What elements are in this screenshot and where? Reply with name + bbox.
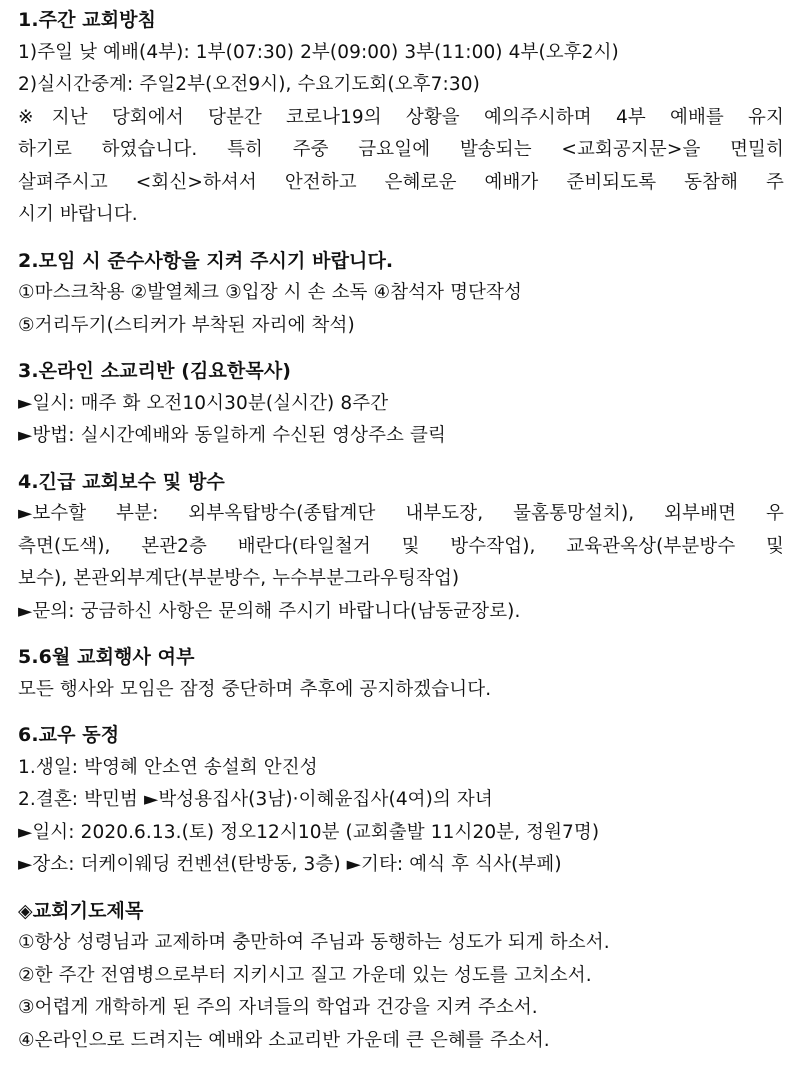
wedding-datetime-line: ►일시: 2020.6.13.(토) 정오12시10분 (교회출발 11시20분, 정원7명) bbox=[18, 821, 600, 843]
repair-paragraph-line-3: 보수), 본관외부계단(부분방수, 누수부분그라우팅작업) bbox=[18, 568, 460, 589]
live-stream-line: 2)실시간중계: 주일2부(오전9시), 수요기도회(오후7:30) bbox=[18, 74, 480, 95]
birthday-line: 1.생일: 박영혜 안소연 송설희 안진성 bbox=[18, 756, 318, 778]
section-4-heading: 4.긴급 교회보수 및 방수 bbox=[18, 470, 225, 493]
events-suspended-line: 모든 행사와 모임은 잠정 중단하며 추후에 공지하겠습니다. bbox=[18, 678, 492, 700]
repair-inquiry-line: ►문의: 궁금하신 사항은 문의해 주시기 바랍니다(남동균장로). bbox=[18, 600, 521, 622]
notice-paragraph-line-2: 하기로 하였습니다. 특히 주중 금요일에 발송되는 <교회공지문>을 면밀히 bbox=[18, 139, 784, 160]
wedding-venue-line: ►장소: 더케이웨딩 컨벤션(탄방동, 3층) ►기타: 예식 후 식사(부페) bbox=[18, 854, 562, 875]
section-6-heading: 6.교우 동정 bbox=[18, 724, 120, 746]
catechism-schedule-line: ►일시: 매주 화 오전10시30분(실시간) 8주간 bbox=[18, 392, 389, 414]
section-5-heading: 5.6월 교회행사 여부 bbox=[18, 646, 195, 668]
wedding-line: 2.결혼: 박민범 ►박성용집사(3남)·이혜윤집사(4여)의 자녀 bbox=[18, 789, 493, 810]
notice-paragraph-line-1: ※지난 당회에서 당분간 코로나19의 상황을 예의주시하며 4부 예배를 유지 bbox=[18, 106, 784, 128]
prayer-item-2: ②한 주간 전염병으로부터 지키시고 질고 가운데 있는 성도를 고치소서. bbox=[18, 964, 592, 986]
repair-paragraph-line-2: 측면(도색), 본관2층 배란다(타일철거 및 방수작업), 교육관옥상(부분방수 및 bbox=[18, 535, 784, 557]
section-3-heading: 3.온라인 소교리반 (김요한목사) bbox=[18, 360, 292, 382]
notice-paragraph-line-3: 살펴주시고 <회신>하셔서 안전하고 은혜로운 예배가 준비되도록 동참해 주 bbox=[18, 171, 784, 193]
catechism-method-line: ►방법: 실시간예배와 동일하게 수신된 영상주소 클릭 bbox=[18, 425, 446, 446]
notice-paragraph-line-4: 시기 바랍니다. bbox=[18, 204, 138, 225]
repair-paragraph-line-1: ►보수할 부분: 외부옥탑방수(종탑계단 내부도장, 물홈통망설치), 외부배면 우 bbox=[18, 503, 784, 524]
prayer-item-1: ①항상 성령님과 교제하며 충만하여 주님과 동행하는 성도가 되게 하소서. bbox=[18, 932, 610, 953]
guideline-line-1: ①마스크착용 ②발열체크 ③입장 시 손 소독 ④참석자 명단작성 bbox=[18, 282, 522, 303]
prayer-topics-heading: ◈교회기도제목 bbox=[18, 899, 144, 922]
guideline-line-2: ⑤거리두기(스티커가 부착된 자리에 착석) bbox=[18, 314, 355, 336]
section-2-heading: 2.모임 시 준수사항을 지켜 주시기 바랍니다. bbox=[18, 249, 394, 272]
prayer-item-4: ④온라인으로 드려지는 예배와 소교리반 가운데 큰 은혜를 주소서. bbox=[18, 1029, 550, 1051]
service-times-line: 1)주일 낮 예배(4부): 1부(07:30) 2부(09:00) 3부(11:00) 4부(오후2시) bbox=[18, 41, 619, 63]
section-1-heading: 1.주간 교회방침 bbox=[18, 9, 157, 31]
prayer-item-3: ③어렵게 개학하게 된 주의 자녀들의 학업과 건강을 지켜 주소서. bbox=[18, 997, 538, 1018]
